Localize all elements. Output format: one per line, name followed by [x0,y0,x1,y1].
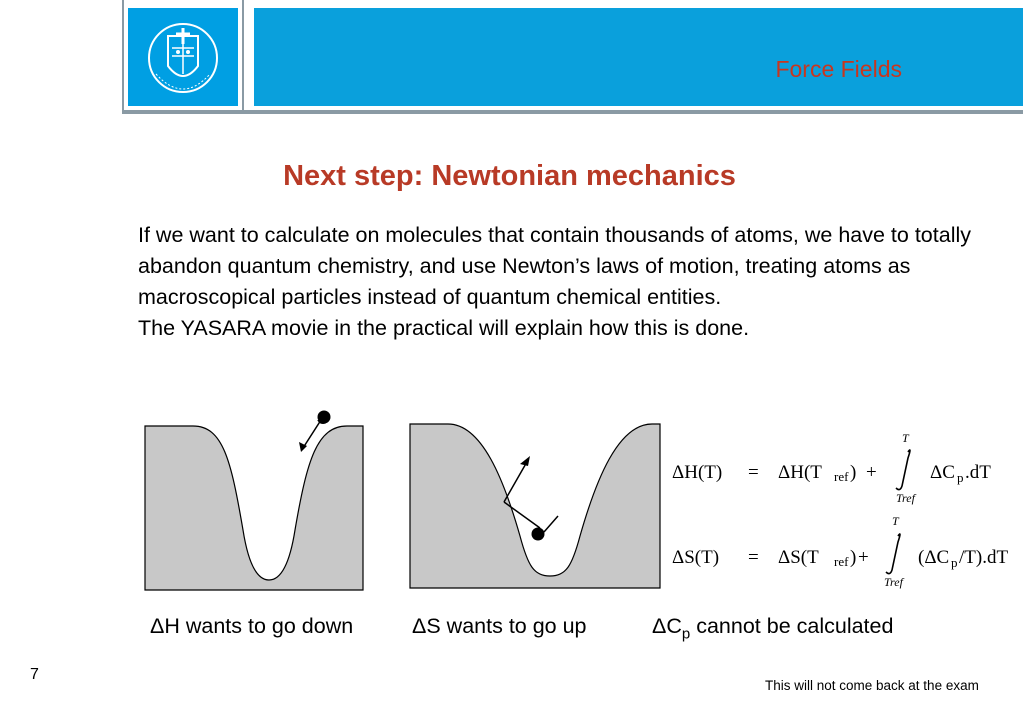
ref-term: ΔH(T [778,462,822,483]
header-band [254,8,1023,106]
seal-icon [128,8,238,106]
caption-dcp: ΔC [652,614,682,638]
integrand-subscript: p [957,470,964,485]
ref-subscript: ref [834,554,849,569]
integrand-subscript: p [951,555,958,570]
plus-sign: + [858,547,869,568]
ball-panel-1 [316,409,332,430]
upper-limit: T [892,514,899,528]
paragraph-1: If we want to calculate on molecules that contain thousands of atoms, we have to totally abandon quantum chemistry, and use Newton’s laws of motion, treating atoms as macroscopical particles instead of quantum chemical entities. [138,223,971,309]
caption-dcp-subscript: p [681,625,691,643]
footer-note: This will not come back at the exam [765,678,979,693]
particle [532,528,545,541]
plus-sign: + [866,462,877,483]
integrand-tail: /T).dT [959,547,1009,568]
integrand: ΔC [930,462,955,483]
body-text [138,220,1008,344]
caption-dcp-tail: cannot be calculated [690,614,894,638]
slide-number: 7 [30,666,39,683]
caption-entropy: ΔS wants to go up [412,614,587,638]
caption-heat-capacity [652,614,893,642]
energy-well-panel-1 [143,420,365,597]
ref-close: ) [850,547,857,568]
enthalpy-equation [672,431,991,505]
lower-limit: Tref [896,491,915,505]
equals-sign: = [748,462,759,483]
slide-title [0,160,1023,193]
energy-well-panel-2 [408,420,662,595]
section-title: Force Fields [775,56,902,82]
lhs: ΔS(T) [672,547,720,568]
thermo-equations [668,428,1023,598]
lower-limit: Tref [884,575,903,589]
ref-term: ΔS(T [778,547,819,568]
ref-subscript: ref [834,469,849,484]
equals-sign: = [748,547,759,568]
lhs: ΔH(T) [672,462,723,483]
slide-title-text: Next step: Newtonian mechanics [283,160,736,192]
caption-enthalpy: ΔH wants to go down [150,614,354,638]
header-divider [122,110,1023,114]
paragraph-2: The YASARA movie in the practical will explain how this is done. [138,316,750,340]
upper-limit: T [902,431,909,445]
integral-sign [886,534,900,574]
integrand: (ΔC [918,547,950,568]
ref-close: ) [850,462,857,483]
entropy-equation [672,514,1008,589]
university-logo [128,8,238,106]
integrand-tail: .dT [965,462,991,483]
integral-sign [896,450,910,490]
